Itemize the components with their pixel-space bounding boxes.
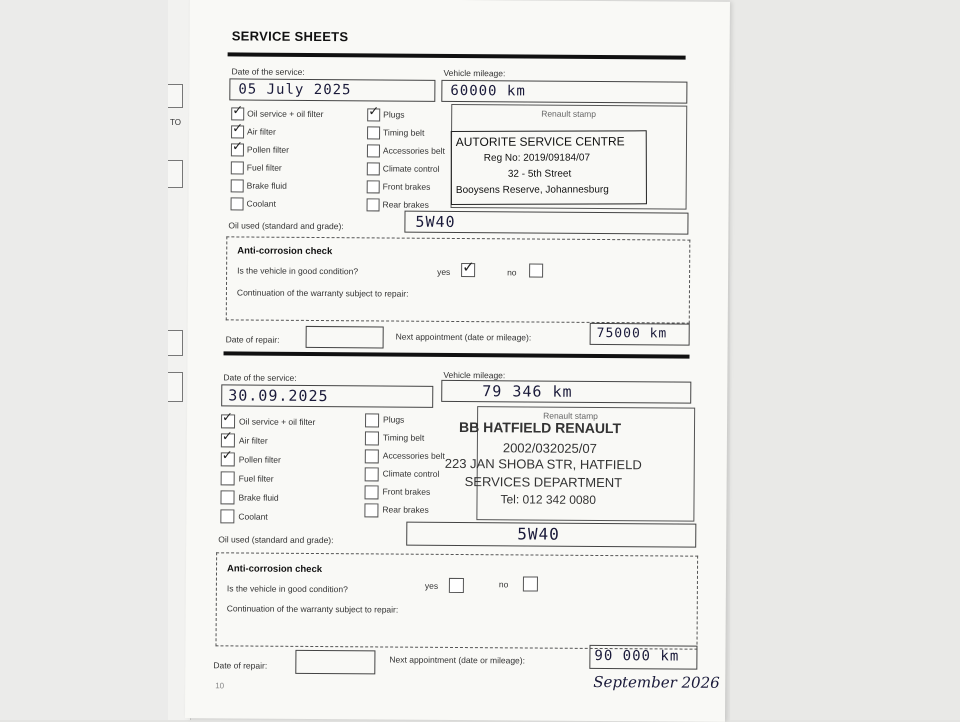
page-title: SERVICE SHEETS [231,28,349,45]
date-of-service-field[interactable] [229,78,435,101]
checkbox-brake-fluid[interactable] [231,179,244,192]
date-of-service-label: Date of the service: [231,66,305,77]
checkbox-rear-brakes[interactable] [367,198,380,211]
checkbox-label: Timing belt [382,432,425,443]
date-of-repair-label: Date of repair: [213,660,268,671]
checkbox-oil-service[interactable] [231,103,244,120]
checkbox-label: Plugs [383,414,405,425]
yes-label: yes [437,266,451,277]
stamp-line: 32 - 5th Street [507,168,572,180]
yes-label: yes [424,580,439,591]
checkbox-label: Coolant [246,198,276,209]
checkbox-front-brakes[interactable] [365,485,379,499]
vehicle-mileage-field[interactable] [441,80,687,104]
checkbox-no[interactable] [523,576,538,591]
checkbox-front-brakes[interactable] [367,180,380,193]
no-label: no [498,579,509,590]
checkbox-accessories-belt[interactable] [365,449,379,463]
checkbox-pollen-filter[interactable] [221,448,235,466]
checkbox-label: Oil service + oil filter [239,416,316,428]
checkbox-plugs[interactable] [365,413,379,427]
anticorrosion-title: Anti-corrosion check [237,245,333,258]
vehicle-mileage-field[interactable] [441,380,691,404]
date-of-service-value: 05 July 2025 [238,81,352,99]
checkbox-label: Climate control [382,468,440,479]
checkbox-label: Pollen filter [246,144,290,155]
checkbox-label: Fuel filter [238,473,274,484]
date-of-repair-label: Date of repair: [225,334,280,345]
background-left [0,0,168,720]
next-appointment-value: 75000 km [596,325,668,342]
vehicle-mileage-label: Vehicle mileage: [443,67,506,79]
renault-stamp-caption: Renault stamp [543,410,598,421]
checkbox-label: Pollen filter [238,454,281,465]
previous-page-field [168,160,183,188]
stamp-line: Tel: 012 342 0080 [500,492,596,507]
next-appointment-field[interactable] [589,645,697,670]
checkbox-accessories-belt[interactable] [367,144,380,157]
date-of-repair-field[interactable] [306,326,384,349]
checkbox-climate-control[interactable] [367,162,380,175]
checkbox-plugs[interactable] [367,104,380,121]
checkmark-icon: ✓ [232,103,244,119]
continuation-label: Continuation of the warranty subject to repair: [236,287,409,299]
checkbox-fuel-filter[interactable] [221,471,235,485]
previous-page-text: TO [170,118,181,127]
next-appointment-value: 90 000 km [594,647,680,665]
checkbox-label: Front brakes [382,486,431,497]
checkbox-label: Plugs [383,109,405,120]
checkbox-coolant[interactable] [231,197,244,210]
continuation-label: Continuation of the warranty subject to repair: [226,603,399,615]
checkbox-yes[interactable] [449,578,464,593]
stamp-line: 223 JAN SHOBA STR, HATFIELD [444,455,642,473]
checkmark-icon: ✓ [462,258,475,277]
stamp-line: 2002/032025/07 [502,440,597,456]
checkbox-coolant[interactable] [220,509,234,523]
checkbox-label: Oil service + oil filter [247,108,324,120]
date-of-repair-field[interactable] [295,650,375,675]
section-rule [228,52,686,59]
vehicle-mileage-label: Vehicle mileage: [443,369,506,381]
checkbox-climate-control[interactable] [365,467,379,481]
date-of-service-field[interactable] [221,384,433,407]
checkbox-yes[interactable] [461,258,475,277]
checkbox-label: Accessories belt [382,450,445,461]
checkbox-brake-fluid[interactable] [220,490,234,504]
vehicle-mileage-value: 79 346 km [482,382,573,401]
next-appointment-label: Next appointment (date or mileage): [389,654,526,666]
previous-page-field [168,330,183,356]
checkbox-label: Brake fluid [246,180,287,191]
service-stamp [451,130,647,205]
checkbox-label: Rear brakes [382,504,429,515]
anticorrosion-box [215,552,698,649]
checkmark-icon: ✓ [231,139,243,155]
stamp-line: BB HATFIELD RENAULT [458,419,622,437]
anticorrosion-box [226,236,691,323]
vehicle-mileage-value: 60000 km [450,82,526,100]
stamp-line: SERVICES DEPARTMENT [464,474,623,491]
checkbox-label: Climate control [382,163,440,174]
checkbox-label: Fuel filter [246,162,282,173]
date-of-service-value: 30.09.2025 [228,386,329,406]
checkbox-label: Accessories belt [382,145,445,156]
checkbox-label: Air filter [247,126,276,137]
checkbox-label: Brake fluid [238,492,279,503]
checkbox-air-filter[interactable] [231,121,244,138]
checkmark-icon: ✓ [232,121,244,137]
background-right [730,0,960,720]
service-sheet-page [185,0,730,722]
checkbox-no[interactable] [529,263,543,277]
checkmark-icon: ✓ [222,410,234,426]
oil-used-value: 5W40 [415,212,456,231]
next-appointment-field[interactable] [590,323,690,346]
stamp-line: Booysens Reserve, Johannesburg [455,184,609,196]
previous-page-field [168,372,183,402]
checkbox-label: Front brakes [382,181,431,192]
checkbox-pollen-filter[interactable] [231,139,244,156]
good-condition-label: Is the vehicle in good condition? [226,583,348,595]
checkmark-icon: ✓ [221,429,233,445]
checkbox-timing-belt[interactable] [365,431,379,445]
checkmark-icon: ✓ [368,104,380,120]
checkbox-rear-brakes[interactable] [364,503,378,517]
checkbox-label: Timing belt [383,127,425,138]
oil-used-field[interactable] [406,522,696,548]
page-number: 10 [215,681,225,691]
oil-used-value: 5W40 [517,524,560,544]
checkmark-icon: ✓ [221,448,233,464]
next-appointment-label: Next appointment (date or mileage): [395,331,532,343]
oil-used-label: Oil used (standard and grade): [228,220,344,232]
checkbox-fuel-filter[interactable] [231,161,244,174]
checkbox-air-filter[interactable] [221,429,235,447]
checkbox-oil-service[interactable] [221,410,235,428]
oil-used-field[interactable] [404,211,688,235]
anticorrosion-title: Anti-corrosion check [226,563,323,576]
next-appointment-note: September 2026 [593,672,720,692]
stamp-line: AUTORITE SERVICE CENTRE [455,134,625,149]
checkbox-label: Rear brakes [382,199,429,210]
section-rule [224,351,690,358]
checkbox-timing-belt[interactable] [367,126,380,139]
good-condition-label: Is the vehicle in good condition? [237,265,359,277]
no-label: no [507,267,517,278]
checkbox-label: Coolant [238,511,268,522]
stamp-line: Reg No: 2019/09184/07 [483,152,591,164]
date-of-service-label: Date of the service: [223,372,297,383]
oil-used-label: Oil used (standard and grade): [218,534,334,546]
renault-stamp-caption: Renault stamp [541,108,597,119]
checkbox-label: Air filter [238,435,268,446]
previous-page-field [168,84,183,108]
